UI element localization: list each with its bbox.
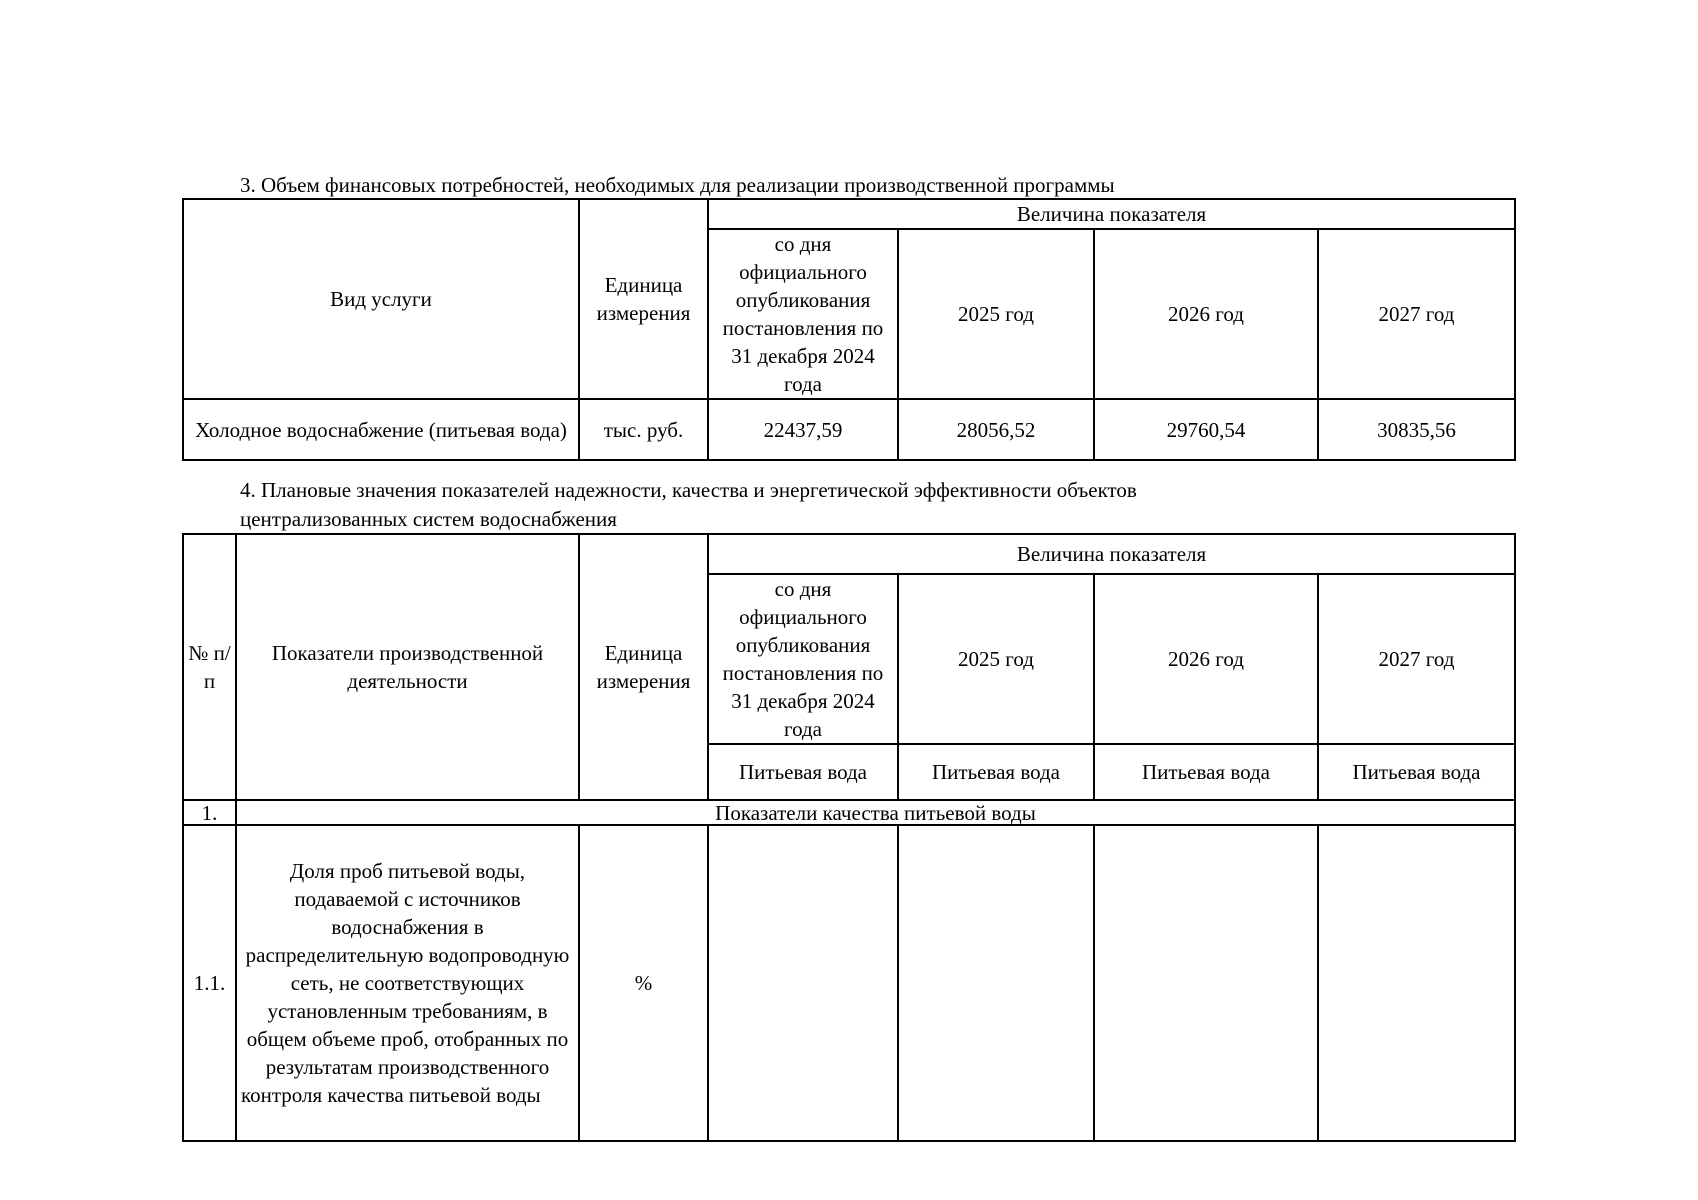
- table-row: [183, 825, 1515, 1141]
- indicators-table: [182, 533, 1516, 1142]
- subheader-2025: Питьевая вода: [898, 744, 1094, 800]
- header-period-2024: со дня официального опубликования постановления по 31 декабря 2024 года: [708, 229, 898, 399]
- subheader-2027: Питьевая вода: [1318, 744, 1515, 800]
- section-4-caption-line-1: 4. Плановые значения показателей надежности, качества и энергетической эффективности объектов: [240, 478, 1137, 502]
- group-row-num: 1.: [183, 800, 236, 825]
- table-row: [183, 399, 1515, 460]
- header-period-2027: 2027 год: [1318, 229, 1515, 399]
- header-value-group: Величина показателя: [708, 199, 1515, 229]
- section-3-caption: 3. Объем финансовых потребностей, необходимых для реализации производственной программы: [240, 173, 1115, 197]
- header-num: № п/п: [183, 534, 236, 800]
- row-value-2026: 29760,54: [1094, 399, 1318, 460]
- group-row: [183, 800, 1515, 825]
- row-unit: %: [579, 825, 708, 1141]
- header-period-2024: со дня официального опубликования постановления по 31 декабря 2024 года: [708, 574, 898, 744]
- financial-needs-table: [182, 198, 1516, 461]
- header-period-2026: 2026 год: [1094, 574, 1318, 744]
- row-service: Холодное водоснабжение (питьевая вода): [183, 399, 579, 460]
- subheader-2024: Питьевая вода: [708, 744, 898, 800]
- header-period-2026: 2026 год: [1094, 229, 1318, 399]
- header-period-2027: 2027 год: [1318, 574, 1515, 744]
- row-value-2027: 30835,56: [1318, 399, 1515, 460]
- subheader-2026: Питьевая вода: [1094, 744, 1318, 800]
- row-indicator: Доля проб питьевой воды, подаваемой с источников водоснабжения в распределительную водопроводную сеть, не соответствующих установленным требованиям, в общем объеме проб, отобранных по результатам производственного контроля качества питьевой воды: [236, 825, 579, 1141]
- header-value-group: Величина показателя: [708, 534, 1515, 574]
- header-indicator: Показатели производственной деятельности: [236, 534, 579, 800]
- row-value-2025: [898, 825, 1094, 1141]
- row-value-2024: [708, 825, 898, 1141]
- section-4-caption: [240, 476, 1137, 534]
- row-value-2026: [1094, 825, 1318, 1141]
- header-unit: Единица измерения: [579, 199, 708, 399]
- section-4-caption-line-2: централизованных систем водоснабжения: [240, 507, 617, 531]
- group-row-title: Показатели качества питьевой воды: [236, 800, 1515, 825]
- header-service: Вид услуги: [183, 199, 579, 399]
- header-period-2025: 2025 год: [898, 574, 1094, 744]
- row-num: 1.1.: [183, 825, 236, 1141]
- header-unit: Единица измерения: [579, 534, 708, 800]
- header-period-2025: 2025 год: [898, 229, 1094, 399]
- row-value-2024: 22437,59: [708, 399, 898, 460]
- row-value-2027: [1318, 825, 1515, 1141]
- row-value-2025: 28056,52: [898, 399, 1094, 460]
- row-unit: тыс. руб.: [579, 399, 708, 460]
